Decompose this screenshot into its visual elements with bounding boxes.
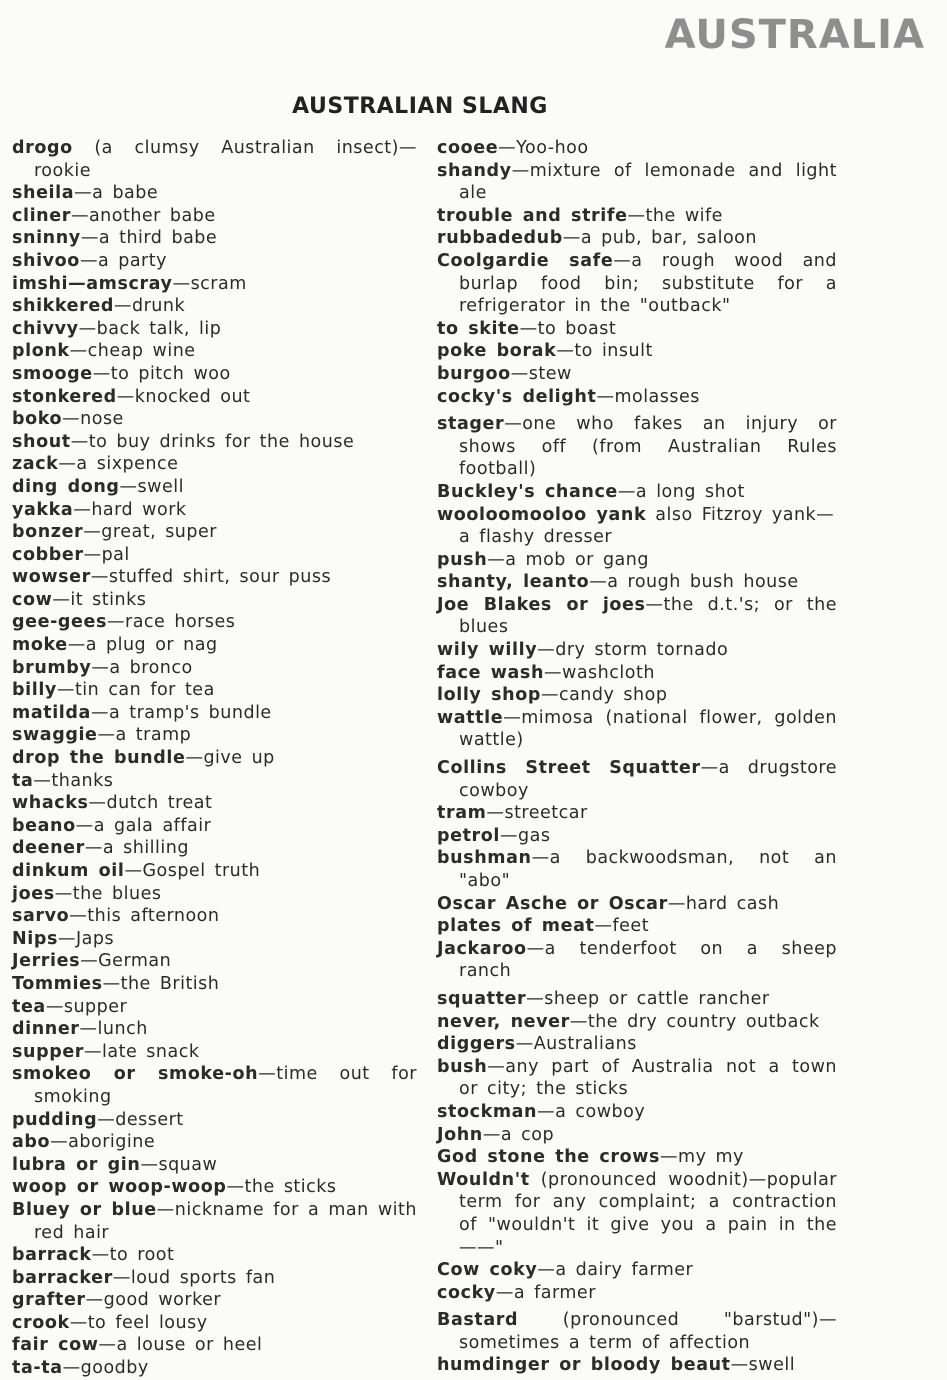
glossary-entry bbox=[437, 1282, 837, 1305]
slang-definition: —to boast bbox=[519, 318, 617, 339]
slang-term: cliner bbox=[12, 205, 71, 226]
slang-definition: —a shilling bbox=[84, 838, 189, 859]
slang-term: moke bbox=[12, 635, 68, 656]
slang-term: whacks bbox=[12, 793, 89, 814]
slang-definition: —a louse or heel bbox=[98, 1335, 263, 1356]
slang-definition: —a rough wood and burlap food bin; substitute for a refrigerator in the "outback" bbox=[459, 250, 837, 317]
glossary-entry bbox=[12, 589, 417, 612]
slang-definition: —mixture of lemonade and light ale bbox=[459, 160, 837, 204]
page-title: AUSTRALIAN SLANG bbox=[292, 94, 548, 119]
glossary-entry bbox=[12, 1199, 417, 1244]
slang-definition: —to pitch woo bbox=[92, 363, 231, 384]
slang-definition: —a plug or nag bbox=[67, 635, 218, 656]
glossary-entry bbox=[12, 318, 417, 341]
glossary-entry bbox=[437, 205, 837, 228]
glossary-entry bbox=[437, 227, 837, 250]
slang-term: Jerries bbox=[12, 951, 81, 972]
slang-definition: —a tenderfoot on a sheep ranch bbox=[459, 938, 837, 982]
glossary-entry bbox=[12, 657, 417, 680]
slang-definition: —a cowboy bbox=[537, 1101, 646, 1122]
glossary-entry bbox=[12, 295, 417, 318]
slang-term: rubbadedub bbox=[437, 228, 563, 249]
slang-term: plates of meat bbox=[437, 916, 595, 937]
slang-term: ta bbox=[12, 770, 34, 791]
glossary-entry bbox=[437, 825, 837, 848]
slang-term: lubra or gin bbox=[12, 1154, 141, 1175]
slang-term: Wouldn't bbox=[437, 1169, 530, 1190]
slang-definition: —a bronco bbox=[91, 657, 193, 678]
glossary-entry bbox=[12, 792, 417, 815]
glossary-entry bbox=[12, 1063, 417, 1108]
slang-term: barrack bbox=[12, 1245, 92, 1266]
glossary-entry bbox=[437, 1011, 837, 1034]
glossary-entry bbox=[12, 1334, 417, 1357]
slang-definition: —nose bbox=[62, 409, 124, 430]
slang-term: Joe Blakes or joes bbox=[437, 594, 646, 615]
slang-term: imshi—amscray bbox=[12, 273, 173, 294]
glossary-entry bbox=[12, 1018, 417, 1041]
slang-term: swaggie bbox=[12, 725, 98, 746]
right-column bbox=[437, 137, 837, 1377]
glossary-entry bbox=[12, 408, 417, 431]
glossary-entry bbox=[437, 594, 837, 639]
slang-term: stager bbox=[437, 414, 505, 435]
slang-term: plonk bbox=[12, 341, 70, 362]
glossary-entry bbox=[12, 137, 417, 182]
slang-term: Coolgardie safe bbox=[437, 250, 614, 271]
slang-definition: —the wife bbox=[627, 205, 723, 226]
slang-definition: —a pub, bar, saloon bbox=[562, 228, 757, 249]
slang-definition: (pronounced woodnit)—popular term for any complaint; a contraction of "wouldn't it give you a pain in the ——" bbox=[459, 1169, 837, 1258]
slang-term: pudding bbox=[12, 1109, 98, 1130]
slang-term: cocky's delight bbox=[437, 386, 597, 407]
slang-term: wattle bbox=[437, 707, 504, 728]
slang-term: shout bbox=[12, 431, 71, 452]
glossary-entry bbox=[12, 1267, 417, 1290]
slang-term: petrol bbox=[437, 825, 501, 846]
slang-term: poke borak bbox=[437, 341, 557, 362]
slang-definition: —time out for smoking bbox=[34, 1064, 417, 1107]
glossary-entry bbox=[437, 1354, 837, 1377]
slang-term: Oscar Asche or Oscar bbox=[437, 893, 668, 914]
glossary-entry bbox=[12, 724, 417, 747]
slang-term: yakka bbox=[12, 499, 74, 520]
slang-term: sheila bbox=[12, 183, 75, 204]
slang-definition: —thanks bbox=[33, 770, 114, 791]
glossary-entry bbox=[12, 1131, 417, 1154]
slang-term: humdinger or bloody beaut bbox=[437, 1355, 731, 1376]
glossary-entry bbox=[437, 549, 837, 572]
slang-definition: —a gala affair bbox=[75, 815, 212, 836]
glossary-entry bbox=[437, 802, 837, 825]
glossary-entry bbox=[437, 571, 837, 594]
glossary-entry bbox=[12, 973, 417, 996]
slang-definition: —Australians bbox=[515, 1034, 637, 1055]
slang-term: chivvy bbox=[12, 318, 79, 339]
glossary-entry bbox=[12, 1357, 417, 1380]
glossary-entry bbox=[12, 1244, 417, 1267]
glossary-entry bbox=[12, 182, 417, 205]
glossary-entry bbox=[437, 662, 837, 685]
slang-term: dinner bbox=[12, 1019, 80, 1040]
slang-definition: —a cop bbox=[482, 1124, 555, 1145]
glossary-entry bbox=[437, 988, 837, 1011]
slang-definition: —one who fakes an injury or shows off (from Australian Rules football) bbox=[459, 414, 837, 480]
slang-definition: —to insult bbox=[556, 341, 653, 362]
slang-term: cobber bbox=[12, 544, 84, 565]
slang-definition: —pal bbox=[83, 544, 130, 565]
slang-term: smokeo or smoke-oh bbox=[12, 1064, 259, 1085]
slang-term: stockman bbox=[437, 1101, 538, 1122]
slang-definition: —hard work bbox=[73, 499, 187, 520]
slang-term: diggers bbox=[437, 1034, 516, 1055]
slang-definition: —Japs bbox=[58, 928, 115, 949]
slang-term: push bbox=[437, 549, 488, 570]
slang-definition: —a dairy farmer bbox=[537, 1260, 694, 1281]
slang-term: Nips bbox=[12, 928, 58, 949]
slang-definition: —a tramp's bundle bbox=[90, 702, 272, 723]
glossary-entry bbox=[437, 1033, 837, 1056]
glossary-entry bbox=[12, 950, 417, 973]
glossary-entry bbox=[437, 1259, 837, 1282]
slang-term: burgoo bbox=[437, 363, 511, 384]
slang-definition: —Gospel truth bbox=[124, 861, 261, 881]
glossary-entry bbox=[12, 476, 417, 499]
slang-term: ta-ta bbox=[12, 1358, 63, 1379]
glossary-entry bbox=[12, 453, 417, 476]
glossary-entry bbox=[437, 160, 837, 205]
glossary-entry bbox=[12, 363, 417, 386]
glossary-entry bbox=[12, 634, 417, 657]
slang-definition: —dessert bbox=[97, 1109, 184, 1130]
slang-term: grafter bbox=[12, 1290, 86, 1311]
slang-definition: —a backwoodsman, not an "abo" bbox=[459, 848, 837, 891]
glossary-entry bbox=[437, 938, 837, 983]
slang-term: Cow coky bbox=[437, 1260, 538, 1281]
slang-definition: (a clumsy Australian insect)—rookie bbox=[34, 138, 417, 181]
slang-term: wooloomooloo yank bbox=[437, 504, 647, 525]
slang-term: drogo bbox=[12, 138, 73, 158]
glossary-entry bbox=[437, 639, 837, 662]
slang-definition: —late snack bbox=[84, 1041, 200, 1062]
glossary-entry bbox=[437, 915, 837, 938]
glossary-entry bbox=[12, 837, 417, 860]
slang-definition: —mimosa (national flower, golden wattle) bbox=[459, 707, 837, 751]
slang-term: John bbox=[437, 1124, 483, 1145]
slang-term: cooee bbox=[437, 138, 499, 158]
slang-definition: —feet bbox=[594, 916, 650, 937]
glossary-entry bbox=[437, 413, 837, 481]
slang-definition: —any part of Australia not a town or city; the sticks bbox=[459, 1056, 837, 1100]
slang-definition: —knocked out bbox=[116, 386, 251, 407]
slang-definition: —dry storm tornado bbox=[537, 640, 729, 661]
slang-definition: —race horses bbox=[107, 612, 236, 633]
slang-term: Buckley's chance bbox=[437, 481, 618, 502]
glossary-entry bbox=[12, 386, 417, 409]
slang-definition: —a long shot bbox=[617, 481, 745, 502]
slang-definition: —great, super bbox=[83, 522, 217, 543]
glossary-entry bbox=[437, 340, 837, 363]
glossary-entry bbox=[437, 1124, 837, 1147]
glossary-entry bbox=[12, 1109, 417, 1132]
slang-definition: —this afternoon bbox=[69, 906, 220, 927]
glossary-entry bbox=[437, 684, 837, 707]
slang-term: drop the bundle bbox=[12, 748, 186, 769]
glossary-entry bbox=[12, 747, 417, 770]
slang-definition: —good worker bbox=[85, 1290, 222, 1311]
slang-definition: —loud sports fan bbox=[112, 1267, 276, 1288]
slang-term: lolly shop bbox=[437, 685, 541, 706]
slang-definition: —the sticks bbox=[226, 1177, 337, 1198]
slang-term: ding dong bbox=[12, 476, 120, 497]
slang-term: stonkered bbox=[12, 386, 117, 407]
glossary-entry bbox=[437, 847, 837, 892]
slang-definition: —the d.t.'s; or the blues bbox=[459, 594, 837, 638]
slang-definition: —a tramp bbox=[97, 725, 192, 746]
glossary-entry bbox=[12, 905, 417, 928]
slang-definition: —a rough bush house bbox=[589, 572, 799, 593]
slang-term: Jackaroo bbox=[437, 938, 527, 959]
glossary-entry bbox=[12, 611, 417, 634]
glossary-entry bbox=[437, 137, 837, 160]
slang-definition: —another babe bbox=[70, 205, 216, 226]
slang-definition: —give up bbox=[185, 748, 275, 769]
glossary-entry bbox=[12, 1289, 417, 1312]
glossary-entry bbox=[12, 250, 417, 273]
slang-term: gee-gees bbox=[12, 612, 108, 633]
slang-definition: —nickname for a man with red hair bbox=[34, 1199, 417, 1243]
slang-definition: —stuffed shirt, sour puss bbox=[90, 567, 332, 588]
slang-definition: —swell bbox=[119, 476, 184, 497]
slang-definition: also Fitzroy yank—a flashy dresser bbox=[459, 504, 835, 548]
glossary-entry bbox=[12, 499, 417, 522]
slang-term: crook bbox=[12, 1312, 70, 1333]
slang-term: zack bbox=[12, 454, 59, 475]
slang-definition: —to root bbox=[91, 1245, 175, 1266]
slang-term: boko bbox=[12, 409, 63, 430]
slang-term: supper bbox=[12, 1041, 85, 1062]
slang-definition: —dutch treat bbox=[88, 793, 213, 814]
slang-term: wily willy bbox=[437, 640, 538, 661]
slang-term: sarvo bbox=[12, 906, 70, 927]
glossary-entry bbox=[12, 996, 417, 1019]
slang-term: barracker bbox=[12, 1267, 113, 1288]
slang-term: dinkum oil bbox=[12, 861, 125, 881]
glossary-entry bbox=[12, 205, 417, 228]
glossary-entry bbox=[12, 1154, 417, 1177]
slang-definition: —aborigine bbox=[50, 1132, 156, 1153]
slang-definition: —the British bbox=[102, 973, 220, 994]
slang-definition: —back talk, lip bbox=[78, 318, 222, 339]
slang-definition: —it stinks bbox=[52, 589, 147, 610]
slang-definition: —sheep or cattle rancher bbox=[526, 988, 770, 1009]
slang-definition: —a third babe bbox=[80, 228, 218, 249]
glossary-entry bbox=[437, 1056, 837, 1101]
slang-term: woop or woop-woop bbox=[12, 1177, 227, 1198]
slang-definition: —a party bbox=[79, 250, 167, 271]
slang-definition: —scram bbox=[172, 273, 247, 294]
slang-term: abo bbox=[12, 1132, 51, 1153]
glossary-entry bbox=[12, 928, 417, 951]
slang-definition: —a farmer bbox=[495, 1282, 596, 1303]
slang-term: bushman bbox=[437, 848, 532, 869]
slang-definition: —molasses bbox=[596, 386, 700, 407]
slang-term: squatter bbox=[437, 988, 527, 1009]
slang-definition: —tin can for tea bbox=[56, 680, 215, 701]
glossary-entry bbox=[12, 521, 417, 544]
slang-definition: —to buy drinks for the house bbox=[70, 431, 355, 452]
slang-term: bush bbox=[437, 1056, 488, 1077]
glossary-entry bbox=[12, 815, 417, 838]
slang-term: trouble and strife bbox=[437, 205, 628, 226]
glossary-entry bbox=[437, 250, 837, 318]
glossary-entry bbox=[12, 770, 417, 793]
glossary-entry bbox=[437, 1169, 837, 1259]
slang-term: cocky bbox=[437, 1282, 496, 1303]
slang-term: brumby bbox=[12, 657, 92, 678]
slang-term: deener bbox=[12, 838, 85, 859]
slang-term: billy bbox=[12, 680, 57, 701]
slang-term: shikkered bbox=[12, 296, 114, 317]
slang-definition: —a sixpence bbox=[58, 454, 179, 475]
slang-term: wowser bbox=[12, 567, 91, 588]
slang-definition: —a babe bbox=[74, 183, 159, 204]
slang-term: Collins Street Squatter bbox=[437, 758, 701, 779]
slang-definition: —squaw bbox=[140, 1154, 218, 1175]
slang-definition: —Yoo-hoo bbox=[498, 138, 589, 158]
slang-definition: —German bbox=[80, 951, 172, 972]
slang-definition: —candy shop bbox=[540, 685, 668, 706]
slang-definition: —swell bbox=[730, 1355, 796, 1376]
glossary-entry bbox=[12, 544, 417, 567]
glossary-entry bbox=[437, 386, 837, 409]
slang-term: matilda bbox=[12, 702, 91, 723]
slang-term: beano bbox=[12, 815, 76, 836]
slang-term: smooge bbox=[12, 363, 93, 384]
glossary-entry bbox=[437, 504, 837, 549]
slang-definition: (pronounced "barstud")—sometimes a term of affection bbox=[459, 1310, 837, 1353]
page-header-country: AUSTRALIA bbox=[664, 12, 925, 58]
slang-definition: —lunch bbox=[79, 1019, 148, 1040]
slang-definition: —washcloth bbox=[544, 662, 655, 683]
slang-definition: —gas bbox=[500, 825, 551, 846]
glossary-entry bbox=[12, 1176, 417, 1199]
glossary-entry bbox=[12, 883, 417, 906]
glossary-entry bbox=[12, 679, 417, 702]
glossary-entry bbox=[12, 273, 417, 296]
slang-term: joes bbox=[12, 883, 55, 904]
slang-definition: —drunk bbox=[113, 296, 186, 317]
glossary-entry bbox=[437, 363, 837, 386]
left-column bbox=[12, 137, 417, 1380]
slang-term: Tommies bbox=[12, 973, 103, 994]
slang-term: Bastard bbox=[437, 1310, 519, 1331]
slang-term: bonzer bbox=[12, 522, 84, 543]
slang-definition: —a mob or gang bbox=[487, 549, 649, 570]
glossary-entry bbox=[437, 707, 837, 752]
glossary-entry bbox=[437, 893, 837, 916]
slang-term: tea bbox=[12, 996, 46, 1017]
slang-term: God stone the crows bbox=[437, 1147, 661, 1168]
glossary-entry bbox=[12, 227, 417, 250]
slang-term: shivoo bbox=[12, 250, 80, 271]
slang-definition: —cheap wine bbox=[69, 341, 196, 362]
glossary-entry bbox=[437, 757, 837, 802]
glossary-entry bbox=[437, 1101, 837, 1124]
slang-term: cow bbox=[12, 589, 53, 610]
slang-definition: —my my bbox=[660, 1147, 744, 1168]
slang-definition: —a drugstore cowboy bbox=[459, 758, 837, 801]
glossary-entry bbox=[437, 1309, 837, 1354]
slang-term: Bluey or blue bbox=[12, 1199, 157, 1220]
slang-term: face wash bbox=[437, 662, 545, 683]
glossary-entry bbox=[12, 340, 417, 363]
slang-term: shanty, leanto bbox=[437, 572, 590, 593]
glossary-entry bbox=[437, 1146, 837, 1169]
glossary-entry bbox=[437, 481, 837, 504]
glossary-entry bbox=[12, 1041, 417, 1064]
slang-term: tram bbox=[437, 803, 487, 824]
glossary-entry bbox=[12, 566, 417, 589]
glossary-entry bbox=[437, 318, 837, 341]
slang-definition: —to feel lousy bbox=[69, 1312, 208, 1333]
slang-definition: —streetcar bbox=[486, 803, 588, 824]
slang-definition: —the blues bbox=[54, 883, 162, 904]
slang-definition: —goodby bbox=[62, 1358, 149, 1379]
slang-definition: —stew bbox=[510, 363, 572, 384]
glossary-entry bbox=[12, 431, 417, 454]
slang-term: never, never bbox=[437, 1011, 570, 1032]
slang-term: sninny bbox=[12, 228, 81, 249]
glossary-entry bbox=[12, 860, 417, 883]
glossary-entry bbox=[12, 1312, 417, 1335]
slang-term: shandy bbox=[437, 160, 512, 181]
glossary-entry bbox=[12, 702, 417, 725]
slang-definition: —the dry country outback bbox=[569, 1011, 820, 1032]
slang-term: fair cow bbox=[12, 1335, 99, 1356]
slang-definition: —hard cash bbox=[667, 893, 780, 914]
slang-definition: —supper bbox=[45, 996, 128, 1017]
slang-term: to skite bbox=[437, 318, 520, 339]
